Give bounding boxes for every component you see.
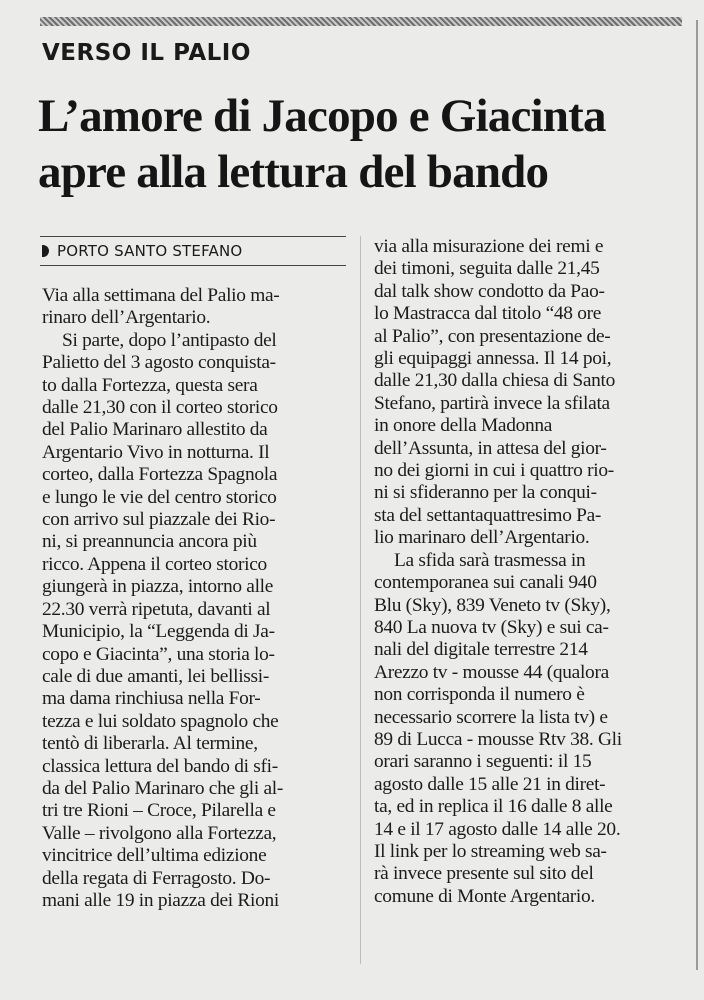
top-decorative-rule — [40, 17, 682, 26]
bullet-icon — [42, 245, 49, 257]
dateline — [40, 236, 346, 266]
headline-line-2: apre alla lettura del bando — [38, 146, 549, 198]
headline-line-1: L’amore di Jacopo e Giacinta — [38, 90, 606, 142]
dateline-location: PORTO SANTO STEFANO — [57, 242, 243, 260]
article-column-1 — [42, 285, 346, 912]
article-column-2 — [374, 236, 684, 908]
column1-paragraph-2: Si parte, dopo l’antipasto del Palietto del 3 agosto conquista- to dalla Fortezza, questa sera dalle 21,30 con il corteo storico del Palio Marinaro allestito da Argentario Vivo in notturna. Il corteo, dalla Fortezza Spagnola e lungo le vie del centro storico con arrivo sul piazzale dei Rio- ni, si preannuncia ancora più ricco. Appena il corteo storico giungerà in piazza, intorno alle 22.30 verrà ripetuta, davanti al Municipio, la “Leggenda di Ja- copo e Giacinta”, una storia lo- cale di due amanti, lei bellissi- ma dama rinchiusa nella For- tezza e lui soldato spagnolo che tentò di liberarla. Al termine, classica lettura del bando di sfi- da del Palio Marinaro che gli al- tri tre Rioni – Croce, Pilarella e Valle – rivolgono alla Fortezza, vincitrice dell’ultima edizione della regata di Ferragosto. Do- mani alle 19 in piazza dei Rioni — [42, 329, 284, 911]
article-headline — [38, 88, 688, 200]
column2-paragraph-1: via alla misurazione dei remi e dei timoni, seguita dalle 21,45 dal talk show condotto da Pao- lo Mastracca dal titolo “48 ore al Palio”, con presentazione de- gli equipaggi annessa. Il 14 poi, dalle 21,30 dalla chiesa di Santo Stefano, partirà invece la sfilata in onore della Madonna dell’Assunta, in attesa del gior- no dei giorni in cui i quattro rio- ni si sfideranno per la conqui- sta del settantaquattresimo Pa- lio marinaro dell’Argentario. — [374, 236, 616, 549]
section-kicker: VERSO IL PALIO — [42, 40, 251, 66]
page-edge-line — [696, 20, 698, 970]
column1-paragraph-1: Via alla settimana del Palio ma- rinaro dell’Argentario. — [42, 285, 280, 329]
column2-paragraph-2: La sfida sarà trasmessa in contemporanea sui canali 940 Blu (Sky), 839 Veneto tv (Sky), 840 La nuova tv (Sky) e sui ca- nali del digitale terrestre 214 Arezzo tv - mousse 44 (qualora non corrisponda il numero è necessario scorrere la lista tv) e 89 di Lucca - mousse Rtv 38. Gli orari saranno i seguenti: il 15 agosto dalle 15 alle 21 in diret- ta, ed in replica il 16 dalle 8 alle 14 e il 17 agosto dalle 14 alle 20. Il link per lo streaming web sa- rà invece presente sul sito del comune di Monte Argentario. — [374, 549, 622, 907]
column-divider — [360, 236, 361, 964]
